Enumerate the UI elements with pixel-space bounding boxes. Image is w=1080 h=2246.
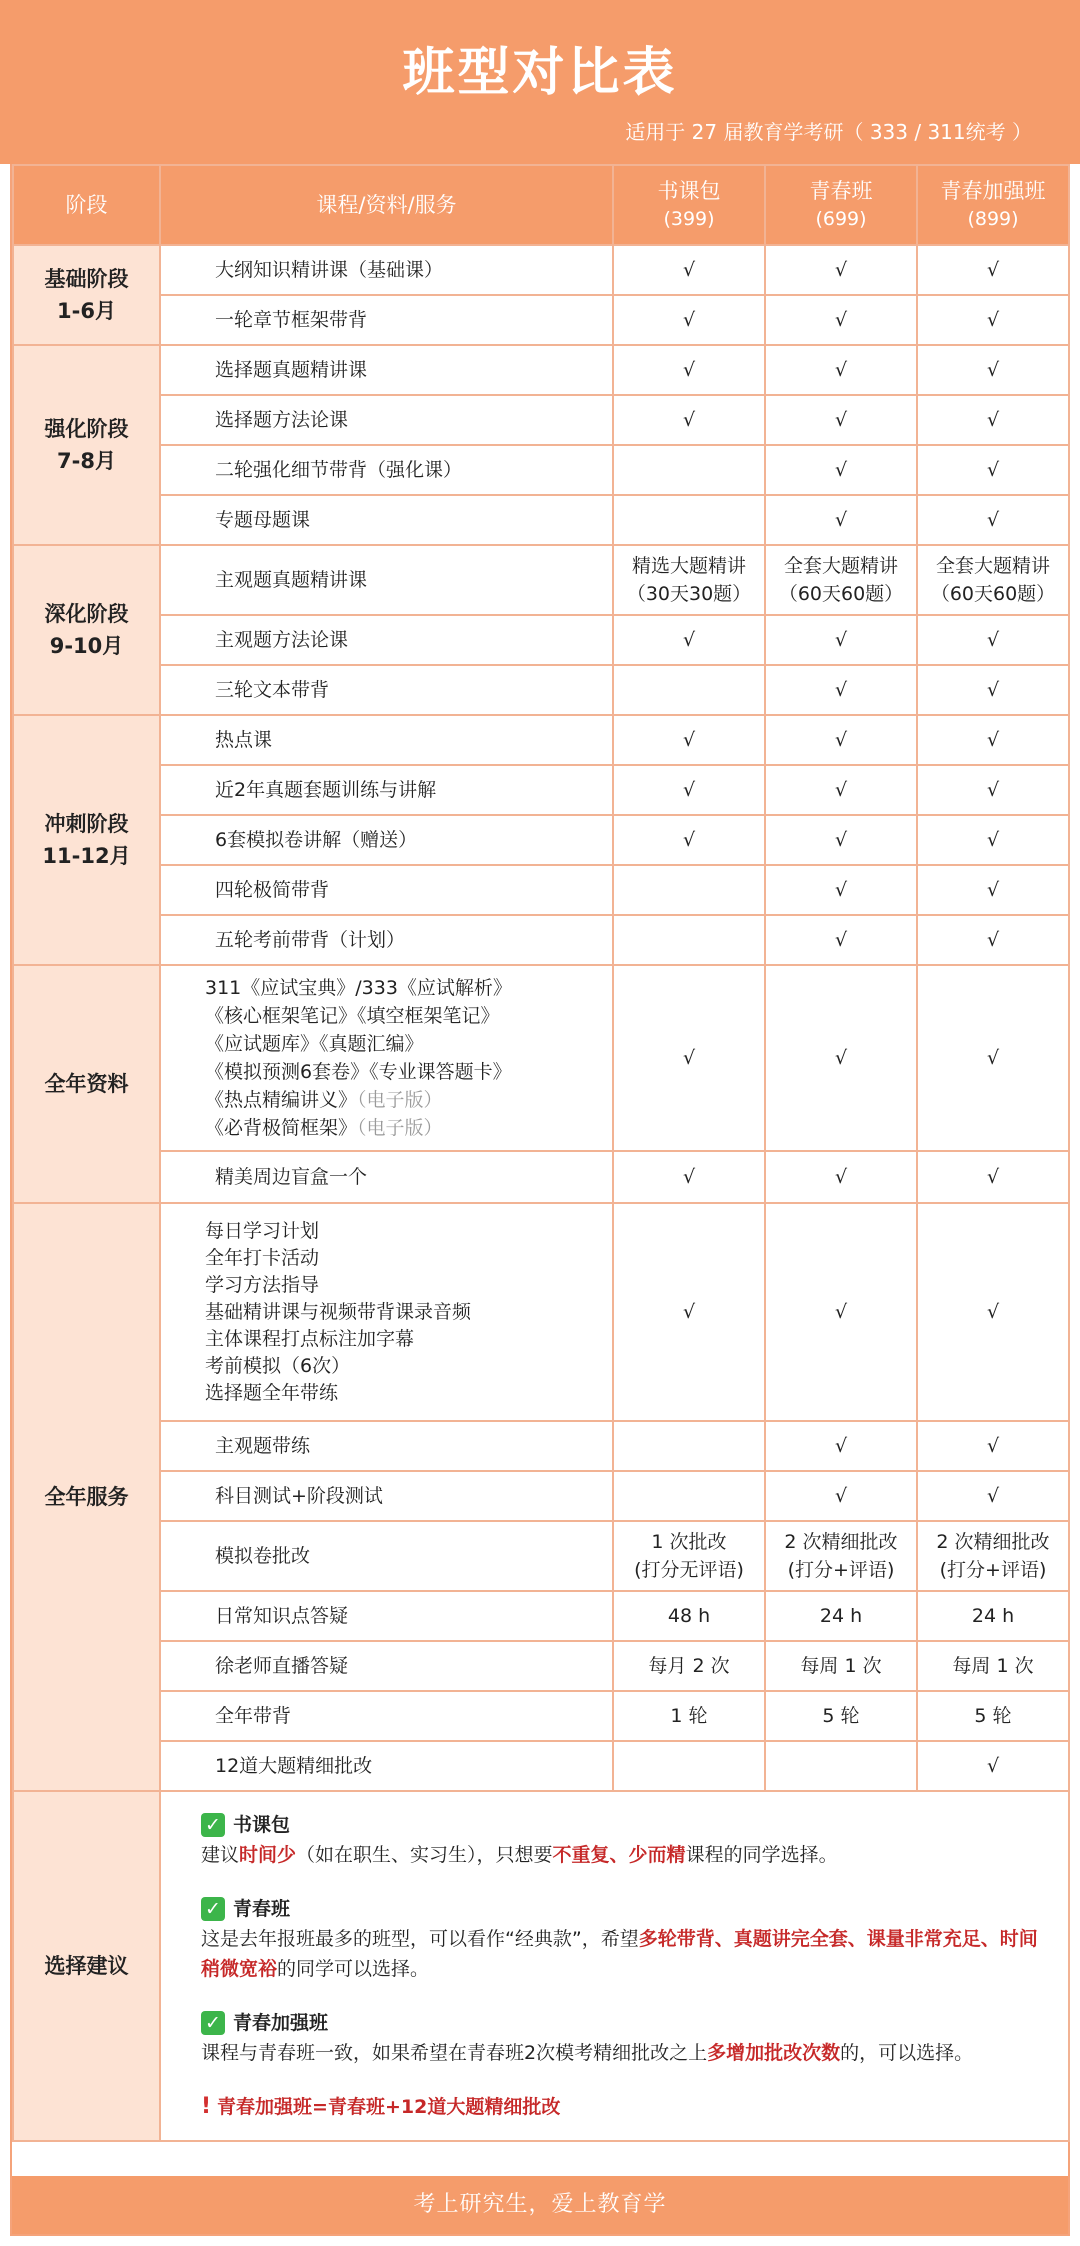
course-cell: 选择题方法论课 [160,395,613,445]
advice-text: 建议时间少（如在职生、实习生），只想要不重复、少而精课程的同学选择。 [201,1844,838,1866]
check-mark: √ [613,615,765,665]
advice-block-plan1 [201,1810,1048,1870]
value-cell: 每月 2 次 [613,1641,765,1691]
check-mark: √ [917,765,1069,815]
check-mark: √ [765,295,917,345]
table-row [13,445,1069,495]
value-cell: 5 轮 [917,1691,1069,1741]
table-row [13,1471,1069,1521]
check-mark: √ [765,445,917,495]
check-mark: √ [613,1151,765,1203]
check-mark: √ [917,495,1069,545]
table-row [13,1641,1069,1691]
course-cell: 精美周边盲盒一个 [160,1151,613,1203]
empty-cell [613,915,765,965]
check-mark: √ [613,1203,765,1421]
value-cell: 2 次精细批改 (打分+评语) [917,1521,1069,1591]
course-cell: 热点课 [160,715,613,765]
check-mark: √ [917,815,1069,865]
check-mark: √ [765,1471,917,1521]
check-mark: √ [765,615,917,665]
stage-cell-basic: 基础阶段 1-6月 [13,245,160,345]
value-cell: 24 h [765,1591,917,1641]
table-row [13,245,1069,295]
value-cell: 5 轮 [765,1691,917,1741]
check-mark: √ [765,865,917,915]
green-check-icon: ✓ [201,2011,225,2035]
table-row [13,915,1069,965]
check-mark: √ [765,495,917,545]
table-row [13,1741,1069,1791]
value-cell: 每周 1 次 [917,1641,1069,1691]
table-row [13,545,1069,615]
course-cell: 主观题带练 [160,1421,613,1471]
check-mark: √ [917,445,1069,495]
check-mark: √ [765,245,917,295]
check-mark: √ [613,715,765,765]
check-mark: √ [613,395,765,445]
value-cell: 24 h [917,1591,1069,1641]
course-cell: 主观题真题精讲课 [160,545,613,615]
check-mark: √ [917,1151,1069,1203]
value-cell: 48 h [613,1591,765,1641]
advice-block-plan3 [201,2008,1048,2068]
course-cell: 主观题方法论课 [160,615,613,665]
course-cell: 大纲知识精讲课（基础课） [160,245,613,295]
check-mark: √ [917,1421,1069,1471]
col-header-plan1: 书课包 (399) [613,165,765,245]
course-cell: 科目测试+阶段测试 [160,1471,613,1521]
check-mark: √ [917,295,1069,345]
course-cell: 五轮考前带背（计划） [160,915,613,965]
table-row [13,1421,1069,1471]
check-mark: √ [765,395,917,445]
check-mark: √ [917,1471,1069,1521]
comparison-table [12,164,1070,2142]
check-mark: √ [917,615,1069,665]
course-cell: 四轮极简带背 [160,865,613,915]
empty-cell [613,1471,765,1521]
materials-list-cell: 311《应试宝典》/333《应试解析》 《核心框架笔记》《填空框架笔记》 《应试题库》《真题汇编》 《模拟预测6套卷》《专业课答题卡》 《热点精编讲义》（电子版） 《必背极简框架》（电子版） [160,965,613,1151]
empty-cell [613,665,765,715]
col-header-stage: 阶段 [13,165,160,245]
course-cell: 全年带背 [160,1691,613,1741]
check-mark: √ [917,245,1069,295]
check-mark: √ [765,345,917,395]
value-cell: 1 次批改 (打分无评语) [613,1521,765,1591]
col-header-plan3: 青春加强班 (899) [917,165,1069,245]
empty-cell [613,865,765,915]
check-mark: √ [765,1421,917,1471]
table-row [13,295,1069,345]
course-cell: 三轮文本带背 [160,665,613,715]
advice-row [13,1791,1069,2141]
advice-heading: 青春加强班 [233,2012,329,2034]
value-cell: 每周 1 次 [765,1641,917,1691]
check-mark: √ [765,1151,917,1203]
check-mark: √ [613,815,765,865]
course-cell: 二轮强化细节带背（强化课） [160,445,613,495]
check-mark: √ [613,245,765,295]
table-row [13,665,1069,715]
page-title: 班型对比表 [402,43,678,103]
course-cell: 一轮章节框架带背 [160,295,613,345]
empty-cell [613,495,765,545]
table-row [13,715,1069,765]
check-mark: √ [917,965,1069,1151]
table-row [13,395,1069,445]
check-mark: √ [765,665,917,715]
advice-block-plan2 [201,1894,1048,1984]
course-cell: 近2年真题套题训练与讲解 [160,765,613,815]
table-row [13,345,1069,395]
page-subtitle: 适用于 27 届教育学考研（ 333 / 311统考 ） [625,120,1032,144]
check-mark: √ [765,965,917,1151]
empty-cell [613,1421,765,1471]
check-mark: √ [765,765,917,815]
advice-heading: 青春班 [233,1898,291,1920]
table-row [13,1151,1069,1203]
table-row [13,965,1069,1151]
table-row [13,495,1069,545]
table-row [13,865,1069,915]
empty-cell [613,1741,765,1791]
course-cell: 模拟卷批改 [160,1521,613,1591]
green-check-icon: ✓ [201,1897,225,1921]
course-cell: 日常知识点答疑 [160,1591,613,1641]
table-row [13,1521,1069,1591]
table-header-row [13,165,1069,245]
check-mark: √ [917,865,1069,915]
header-banner [0,0,1080,164]
advice-note: ! 青春加强班=青春班+12道大题精细批改 [201,2092,1048,2122]
table-row [13,765,1069,815]
check-mark: √ [613,965,765,1151]
check-mark: √ [613,765,765,815]
check-mark: √ [613,295,765,345]
check-mark: √ [917,1203,1069,1421]
check-mark: √ [917,665,1069,715]
col-header-plan2: 青春班 (699) [765,165,917,245]
stage-cell-materials: 全年资料 [13,965,160,1203]
check-mark: √ [917,395,1069,445]
check-mark: √ [765,915,917,965]
footer-slogan: 考上研究生，爱上教育学 [12,2176,1068,2234]
stage-cell-services: 全年服务 [13,1203,160,1791]
check-mark: √ [765,815,917,865]
check-mark: √ [917,345,1069,395]
check-mark: √ [765,1203,917,1421]
advice-cell [160,1791,1069,2141]
stage-cell-advice: 选择建议 [13,1791,160,2141]
col-header-course: 课程/资料/服务 [160,165,613,245]
table-row [13,1203,1069,1421]
table-row [13,815,1069,865]
advice-text: 课程与青春班一致，如果希望在青春班2次模考精细批改之上多增加批改次数的，可以选择。 [201,2042,974,2064]
check-mark: √ [765,715,917,765]
advice-heading: 书课包 [233,1814,291,1836]
course-cell: 专题母题课 [160,495,613,545]
course-cell: 6套模拟卷讲解（赠送） [160,815,613,865]
exclamation-icon: ! [201,2094,212,2119]
stage-cell-sprint: 冲刺阶段 11-12月 [13,715,160,965]
empty-cell [765,1741,917,1791]
green-check-icon: ✓ [201,1813,225,1837]
advice-text: 这是去年报班最多的班型，可以看作“经典款”，希望多轮带背、真题讲完全套、课量非常充足、时间稍微宽裕的同学可以选择。 [201,1928,1038,1980]
value-cell: 精选大题精讲 （30天30题） [613,545,765,615]
check-mark: √ [613,345,765,395]
course-cell: 徐老师直播答疑 [160,1641,613,1691]
value-cell: 2 次精细批改 (打分+评语) [765,1521,917,1591]
stage-cell-deepen: 深化阶段 9-10月 [13,545,160,715]
stage-cell-intensive: 强化阶段 7-8月 [13,345,160,545]
value-cell: 全套大题精讲 （60天60题） [917,545,1069,615]
check-mark: √ [917,915,1069,965]
empty-cell [613,445,765,495]
check-mark: √ [917,715,1069,765]
course-cell: 选择题真题精讲课 [160,345,613,395]
check-mark: √ [917,1741,1069,1791]
value-cell: 全套大题精讲 （60天60题） [765,545,917,615]
services-list-cell: 每日学习计划 全年打卡活动 学习方法指导 基础精讲课与视频带背课录音频 主体课程打点标注加字幕 考前模拟（6次） 选择题全年带练 [160,1203,613,1421]
table-row [13,1691,1069,1741]
course-cell: 12道大题精细批改 [160,1741,613,1791]
value-cell: 1 轮 [613,1691,765,1741]
table-row [13,1591,1069,1641]
table-row [13,615,1069,665]
